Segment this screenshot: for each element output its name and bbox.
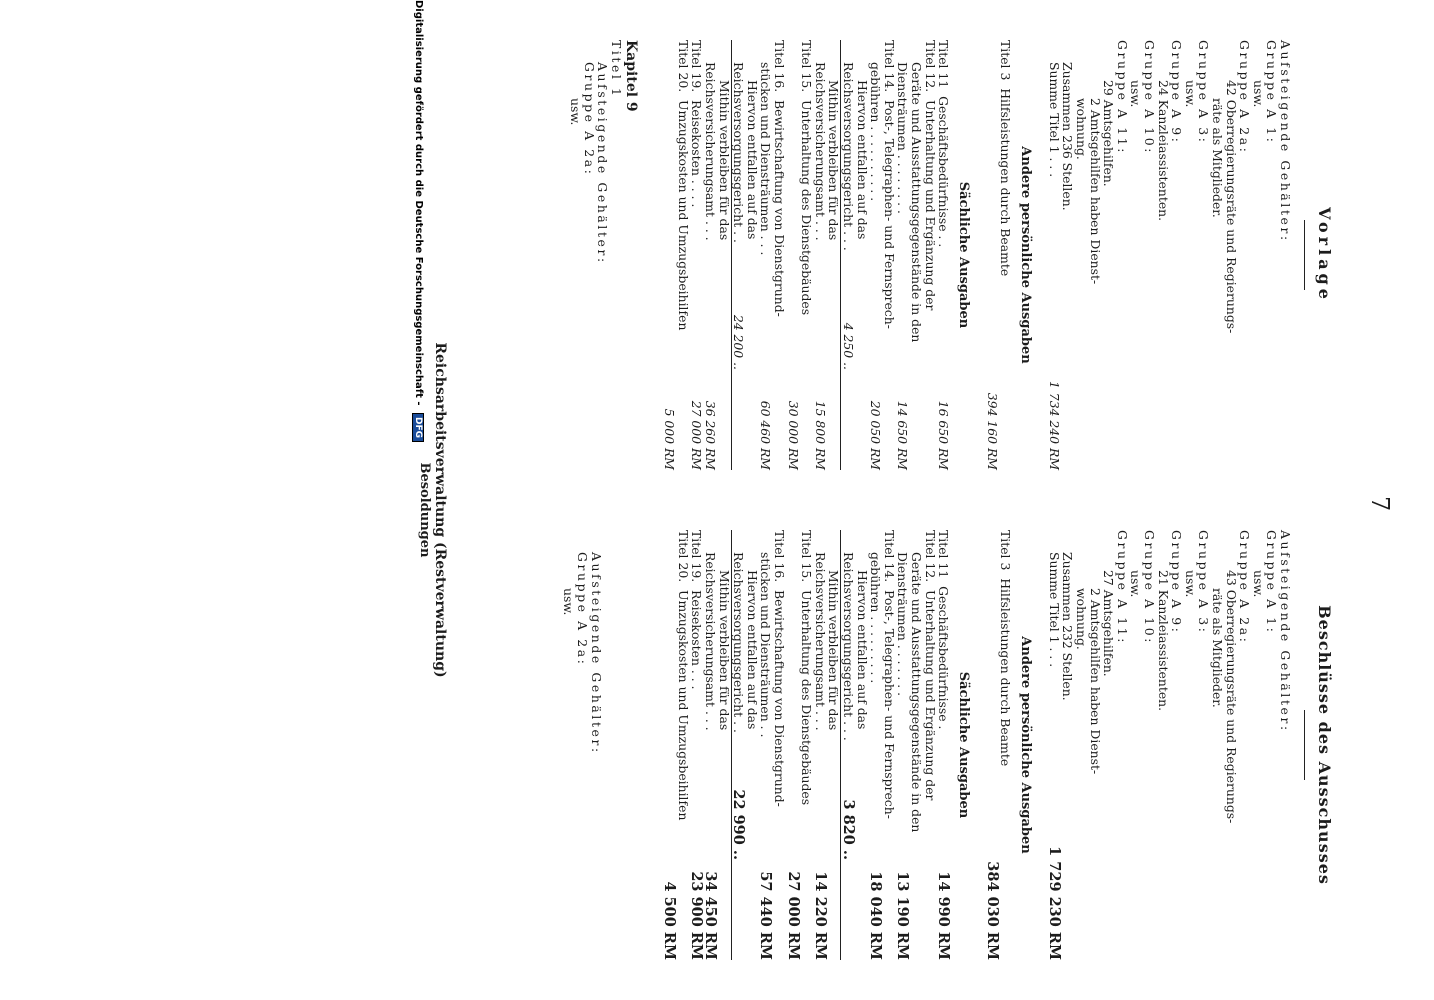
digitization-footer	[412, 0, 424, 1000]
amount: 27 000 RM	[689, 400, 705, 470]
titel-row	[690, 530, 704, 960]
titel-text: Mithin verbleiben für das	[716, 80, 732, 241]
heading-rule	[1304, 220, 1305, 290]
titel-label: stücken und Diensträumen . .	[758, 552, 774, 738]
titel-label: Reichsversorgungsgericht . .	[731, 62, 747, 243]
column-heading-vorlage: Vorlage	[1315, 207, 1334, 303]
usw-line: usw.	[1250, 570, 1266, 598]
titel-text: Titel 16. Bewirtschaftung von Dienstgrund-	[772, 40, 787, 317]
chapter-title: Kapitel 9	[622, 40, 639, 112]
titel-row	[840, 530, 855, 960]
group-text: 21 Kanzleiassistenten.	[1155, 570, 1171, 712]
amount-row	[985, 530, 999, 960]
amount: 384 030 RM	[983, 861, 1001, 960]
amount: 34 450 RM	[702, 871, 720, 960]
titel-row	[702, 530, 720, 960]
titel-row	[813, 530, 827, 960]
amount: 5 000 RM	[662, 408, 678, 470]
sum-amount: 1 734 240 RM	[1046, 380, 1062, 470]
group-label: Gruppe A 3:	[1196, 40, 1212, 145]
footer-text: Digitalisierung gefördert durch die Deutsche Forschungsgemeinschaft -	[413, 0, 424, 406]
group-label: Gruppe A 2a:	[1237, 40, 1253, 155]
titel-text: Titel 14. Post-, Telegraphen- und Fernsprech-	[881, 40, 897, 329]
titel-label: Reichsversicherungsamt . . .	[703, 552, 719, 731]
titel-label: Reichsversorgungsgericht . . .	[840, 62, 856, 251]
titel-label: Titel 19. Reisekosten . . .	[689, 530, 705, 690]
heading-rule	[1304, 710, 1305, 780]
usw-line: usw.	[1128, 570, 1144, 598]
group-label: Gruppe A 2a:	[1237, 530, 1253, 645]
sum-label: Summe Titel 1 . . .	[1046, 552, 1062, 668]
group-text: wohnung.	[1074, 588, 1090, 650]
usw-line: usw.	[561, 588, 577, 616]
page-number: 7	[1366, 496, 1394, 512]
titel-label: Reichsversicherungsamt . . .	[812, 552, 828, 731]
amount: 18 040 RM	[867, 871, 885, 960]
amount: 30 000 RM	[785, 400, 801, 470]
group-text: 42 Oberregierungsräte und Regierungs-	[1223, 80, 1239, 334]
group-label: Gruppe A 2a:	[575, 552, 591, 667]
amount: 14 650 RM	[895, 400, 911, 470]
titel-text: Titel 12. Unterhaltung und Ergänzung der	[922, 40, 938, 311]
group-label: Gruppe A 11:	[1114, 40, 1130, 155]
titel-row	[703, 40, 717, 470]
amount: 20 050 RM	[868, 400, 884, 470]
titel-text: Mithin verbleiben für das	[826, 570, 842, 731]
titel-label: Titel 19. Reisekosten . . . .	[689, 40, 705, 208]
titel-row	[896, 530, 910, 960]
titel-text: Titel 15. Unterhaltung des Dienstgebäudes	[799, 40, 815, 316]
amount: 394 160 RM	[984, 392, 1000, 470]
titel-text: Geräte und Ausstattungsgegenstände in den	[908, 552, 924, 833]
titel-text: Titel 14. Post-, Telegraphen- und Fernsprech-	[881, 530, 897, 819]
titel-label: stücken und Diensträumen . . .	[758, 62, 774, 256]
titel-row	[813, 40, 827, 470]
titel-text: Titel 20. Umzugskosten und Umzugsbeihilfen	[675, 530, 691, 821]
sum-row	[1047, 40, 1061, 470]
sum-row	[1047, 530, 1061, 960]
titel-row	[869, 40, 883, 470]
group-text: 2 Amtsgehilfen haben Dienst-	[1087, 588, 1103, 775]
amount: 57 440 RM	[757, 871, 775, 960]
amount: 14 220 RM	[811, 871, 829, 960]
titel-row	[869, 530, 883, 960]
amount: 14 990 RM	[935, 871, 953, 960]
titel-label: Reichsversicherungsamt . . .	[703, 62, 719, 241]
titel-text: Hiervon entfallen auf das	[744, 570, 760, 730]
column-vorlage	[569, 40, 1374, 470]
titel-row	[759, 40, 773, 470]
group-label: Gruppe A 11:	[1114, 530, 1130, 645]
section-title: Aufsteigende Gehälter:	[1278, 40, 1293, 243]
section-title: Aufsteigende Gehälter:	[595, 62, 611, 265]
titel-label: Reichsversorgungsgericht . .	[731, 552, 747, 733]
amount: 27 000 RM	[784, 871, 802, 960]
group-text: 29 Amtsgehilfen.	[1101, 80, 1117, 187]
usw-line: usw.	[568, 98, 584, 126]
sub-amount: 3 820 ..	[839, 799, 857, 860]
amount: 15 800 RM	[812, 400, 828, 470]
titel-text: Geräte und Ausstattungsgegenstände in den	[908, 62, 924, 343]
titel-label: Titel 11 Geschäftsbedürfnisse .	[936, 530, 952, 730]
group-label: Gruppe A 3:	[1196, 530, 1212, 635]
amount: 36 260 RM	[703, 400, 719, 470]
usw-line: usw.	[1182, 80, 1198, 108]
group-label: Gruppe A 9:	[1169, 530, 1185, 635]
titel-label: Diensträumen . . . . . . .	[895, 552, 911, 697]
titel-row	[731, 40, 746, 470]
titel-label: Reichsversicherungsamt . . .	[812, 62, 828, 241]
sub-amount: 24 200 ..	[731, 314, 747, 370]
titel-text: Mithin verbleiben für das	[826, 80, 842, 241]
titel-text: Hiervon entfallen auf das	[744, 80, 760, 240]
usw-line: usw.	[1250, 80, 1266, 108]
column-beschluesse	[562, 530, 1374, 960]
titel-text: Hiervon entfallen auf das	[854, 570, 870, 730]
group-label: Gruppe A 10:	[1142, 530, 1158, 645]
titel-text: Titel 3 Hilfsleistungen durch Beamte	[998, 530, 1014, 767]
sum-amount: 1 729 230 RM	[1045, 846, 1063, 960]
titel-text: Hiervon entfallen auf das	[854, 80, 870, 240]
amount-row	[786, 530, 800, 960]
section-heading: Sächliche Ausgaben	[956, 181, 972, 329]
group-label: Gruppe A 1:	[1264, 40, 1280, 145]
section-heading: Andere persönliche Ausgaben	[1018, 636, 1034, 854]
group-text: räte als Mitglieder.	[1210, 98, 1226, 218]
titel-row	[937, 40, 951, 470]
amount: 4 500 RM	[661, 881, 679, 960]
titel-label: gebühren . . . . . . . . .	[868, 552, 884, 684]
titel-row	[759, 530, 773, 960]
titel-label: gebühren . . . . . . . . . .	[868, 62, 884, 202]
chapter-titel: Titel 1	[609, 40, 625, 99]
group-label: Gruppe A 9:	[1169, 40, 1185, 145]
titel-text: Titel 20. Umzugskosten und Umzugsbeihilfen	[675, 40, 691, 331]
amount-row	[786, 40, 800, 470]
titel-text: Titel 15. Unterhaltung des Dienstgebäudes	[799, 530, 815, 806]
titel-text: Mithin verbleiben für das	[716, 570, 732, 731]
group-text: 43 Oberregierungsräte und Regierungs-	[1223, 570, 1239, 824]
section-heading: Sächliche Ausgaben	[956, 671, 972, 819]
group-text: räte als Mitglieder.	[1210, 588, 1226, 708]
amount: 23 900 RM	[688, 871, 706, 960]
amount: 60 460 RM	[758, 400, 774, 470]
total-stellen: Zusammen 236 Stellen.	[1060, 62, 1076, 211]
group-text: wohnung.	[1074, 98, 1090, 160]
chapter-name: Reichsarbeitsverwaltung (Restverwaltung)	[432, 342, 448, 678]
titel-text: Titel 16. Bewirtschaftung von Dienstgrund-	[772, 530, 787, 807]
titel-text: Titel 3 Hilfsleistungen durch Beamte	[998, 40, 1014, 277]
usw-line: usw.	[1182, 570, 1198, 598]
amount-row	[663, 530, 677, 960]
group-text: 2 Amtsgehilfen haben Dienst-	[1087, 98, 1103, 285]
group-text: 24 Kanzleiassistenten.	[1155, 80, 1171, 222]
amount-row	[985, 40, 999, 470]
amount-row	[663, 40, 677, 470]
sub-amount: 4 250 ..	[840, 322, 856, 370]
titel-row	[840, 40, 855, 470]
titel-label: Diensträumen . . . . . . . .	[895, 62, 911, 214]
sub-amount: 22 990 ..	[730, 789, 748, 860]
group-label: Gruppe A 2a:	[581, 62, 597, 177]
titel-text: Titel 12. Unterhaltung und Ergänzung der	[922, 530, 938, 801]
titel-row	[690, 40, 704, 470]
group-label: Gruppe A 10:	[1142, 40, 1158, 155]
titel-row	[937, 530, 951, 960]
titel-row	[896, 40, 910, 470]
total-stellen: Zusammen 232 Stellen.	[1060, 552, 1076, 701]
section-title: Aufsteigende Gehälter:	[1278, 530, 1293, 733]
group-label: Gruppe A 1:	[1264, 530, 1280, 635]
column-heading-beschluesse: Beschlüsse des Ausschusses	[1315, 605, 1334, 885]
usw-line: usw.	[1128, 80, 1144, 108]
titel-row	[731, 530, 746, 960]
group-text: 27 Amtsgehilfen.	[1101, 570, 1117, 677]
chapter-subtitle: Besoldungen	[417, 462, 432, 558]
section-title: Aufsteigende Gehälter:	[588, 552, 604, 755]
sum-label: Summe Titel 1 . . .	[1046, 62, 1062, 178]
dfg-logo: DFG	[412, 413, 424, 442]
amount: 16 650 RM	[936, 400, 952, 470]
titel-label: Reichsversorgungsgericht . . .	[840, 552, 856, 741]
amount: 13 190 RM	[894, 871, 912, 960]
titel-label: Titel 11 Geschäftsbedürfnisse . .	[936, 40, 952, 248]
section-heading: Andere persönliche Ausgaben	[1018, 146, 1034, 364]
